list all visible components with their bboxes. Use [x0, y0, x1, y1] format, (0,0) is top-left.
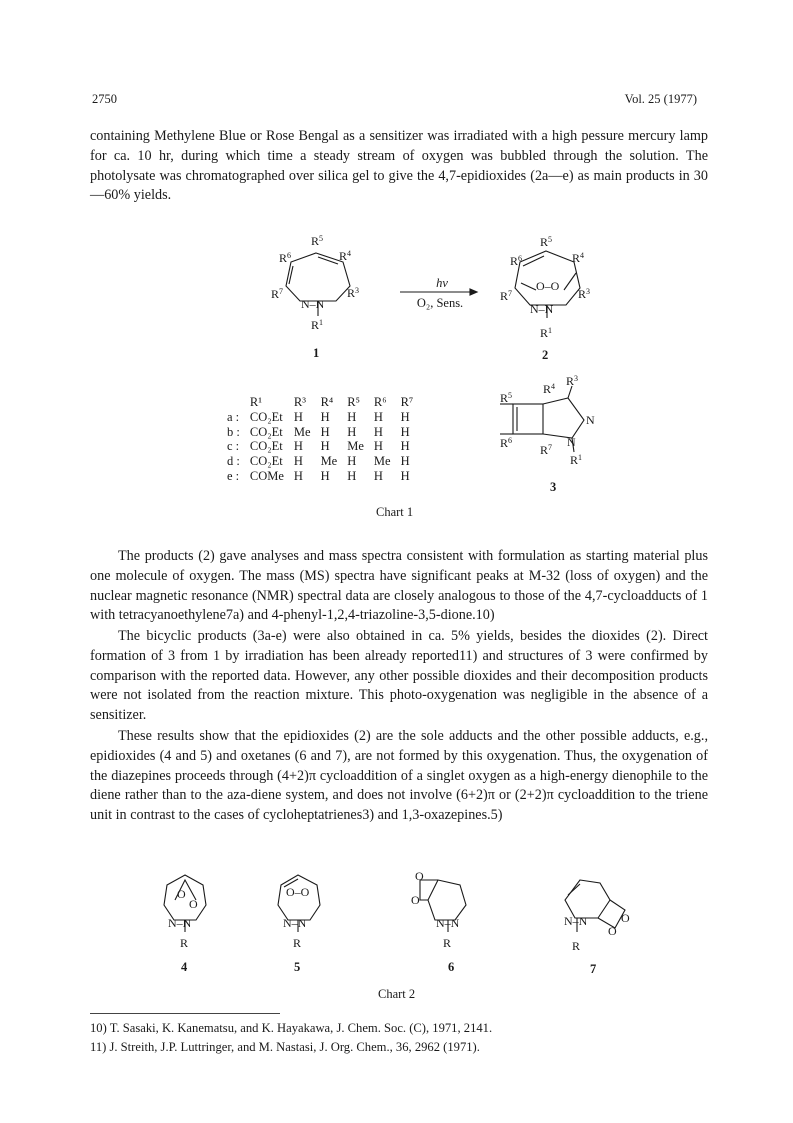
svg-text:O–O: O–O	[286, 885, 310, 899]
svg-text:R3: $R^3$	[566, 374, 579, 388]
table-cell: H	[400, 409, 410, 424]
chart-2-caption: Chart 2	[378, 987, 416, 1001]
table-cell: c :	[227, 439, 240, 454]
svg-text:R5: $R^5$	[500, 391, 513, 405]
compound-5-label: 5	[294, 960, 301, 974]
arrow-label-conditions: O₂, Sens.	[416, 296, 464, 310]
table-cell: H	[373, 409, 383, 424]
table-header: R³	[293, 395, 306, 409]
svg-text:R1: $R^1$	[540, 326, 553, 340]
paragraph-1: containing Methylene Blue or Rose Bengal as a sensitizer was irradiated with a high pessure mercury lamp for ca. 10 hr, during which time a steady stream of oxygen was bubbled through the solution. The photolysate was chromatographed over silica gel to give the 4,7-epidioxides (2a—e) as main products in 30—60% yields.	[90, 128, 708, 204]
svg-text:R7: $R^7$	[540, 443, 553, 457]
footnote-rule	[90, 1013, 280, 1014]
table-cell: CO₂Et	[249, 409, 283, 424]
table-cell: H	[320, 409, 330, 424]
footnotes	[90, 1019, 492, 1057]
table-cell: H	[400, 468, 410, 483]
table-header: R⁶	[373, 395, 387, 409]
paragraph-4-text: These results show that the epidioxides (2) are the sole adducts and the other possible adducts, e.g., epidioxides (4 and 5) and oxetanes (6 and 7), are not formed by this oxygenation. Thus, the oxygenation of the diazepines proceeds through (4+2)π cycloaddition of a singlet oxygen as a high-energy dienophile to the diene rather than to the aza-diene system, and does not involve (6+2)π or (2+2)π cycloaddition to the triene unit in contrast to the cases of cycloheptatrienes3) and 1,3-oxazepines.5)	[90, 728, 708, 824]
journal-volume: Vol. 25 (1977)	[624, 92, 697, 106]
svg-text:R: R	[443, 936, 452, 950]
compound-3-label: 3	[550, 480, 557, 494]
table-cell: b :	[227, 424, 240, 439]
table-cell: H	[373, 468, 383, 483]
svg-text:O: O	[415, 869, 424, 883]
compound-1-label: 1	[313, 346, 320, 360]
svg-text:R3: $R^3$	[578, 287, 591, 301]
table-cell: e :	[227, 468, 240, 483]
table-header: R⁷	[400, 395, 414, 409]
table-cell: H	[400, 424, 410, 439]
svg-text:R6: $R^6$	[510, 254, 523, 268]
svg-text:N–N: N–N	[436, 916, 460, 930]
page-number: 2750	[92, 92, 117, 106]
table-cell: H	[400, 454, 410, 469]
svg-text:R: R	[572, 939, 581, 953]
table-cell: CO₂Et	[249, 424, 283, 439]
compound-6-ring	[428, 880, 466, 920]
svg-text:R5: $R^5$	[311, 234, 324, 248]
svg-text:O: O	[608, 924, 617, 938]
table-cell: H	[347, 454, 357, 469]
svg-text:O: O	[189, 897, 198, 911]
table-cell: CO₂Et	[249, 454, 283, 469]
table-cell: d :	[227, 454, 240, 469]
arrow-label-hv: hν	[436, 276, 448, 290]
table-header: R⁴	[320, 395, 334, 409]
table-cell: COMe	[249, 468, 284, 483]
table-header: R⁵	[347, 395, 360, 409]
svg-text:N–N: N–N	[283, 916, 307, 930]
table-cell: Me	[373, 454, 391, 469]
svg-text:N–N: N–N	[168, 916, 192, 930]
compound-7-double-bond	[568, 884, 580, 895]
svg-text:R: R	[180, 936, 189, 950]
svg-text:R: R	[293, 936, 302, 950]
compound-7-label: 7	[590, 962, 597, 976]
svg-text:N–N: N–N	[301, 297, 325, 311]
svg-text:N: N	[567, 435, 576, 449]
svg-text:R4: $R^4$	[543, 382, 556, 396]
svg-text:R5: $R^5$	[540, 235, 553, 249]
table-cell: CO₂Et	[249, 439, 283, 454]
compound-6-label: 6	[448, 960, 455, 974]
table-cell: H	[347, 409, 357, 424]
table-cell: Me	[347, 439, 364, 454]
table-cell: H	[320, 424, 330, 439]
svg-text:R6: $R^6$	[279, 251, 292, 265]
svg-text:R1: $R^1$	[570, 453, 583, 467]
svg-text:R4: $R^4$	[572, 251, 585, 265]
svg-text:R6: $R^6$	[500, 436, 513, 450]
table-cell: H	[347, 468, 357, 483]
compound-7-ring	[565, 880, 610, 918]
svg-text:O–O: O–O	[536, 279, 560, 293]
table-cell: H	[347, 424, 357, 439]
table-cell: H	[373, 439, 383, 454]
paragraph-2-text: The products (2) gave analyses and mass spectra consistent with formulation as starting material plus one molecule of oxygen. The mass (MS) spectra have significant peaks at M-32 (loss of oxygen) and the nuclear magnetic resonance (NMR) spectral data are closely analogous to those of the 4,7-cycloadducts of 1 with tetracyanoethylene7a) and 4-phenyl-1,2,4-triazoline-3,5-dione.10)	[90, 548, 708, 624]
compound-2-label: 2	[542, 348, 549, 362]
table-cell: H	[293, 409, 303, 424]
compound-4-label: 4	[181, 960, 188, 974]
svg-text:R1: $R^1$	[311, 318, 324, 332]
table-cell: Me	[320, 454, 338, 469]
table-cell: Me	[293, 424, 311, 439]
svg-text:N–N: N–N	[530, 302, 554, 316]
svg-text:N: N	[586, 413, 595, 427]
svg-text:R4: $R^4$	[339, 249, 352, 263]
table-cell: H	[320, 439, 330, 454]
table-cell: H	[373, 424, 383, 439]
table-cell: a :	[227, 409, 240, 424]
svg-text:O: O	[411, 893, 420, 907]
table-cell: H	[320, 468, 330, 483]
svg-text:N–N: N–N	[564, 914, 588, 928]
footnote-11: 11) J. Streith, J.P. Luttringer, and M. Nastasi, J. Org. Chem., 36, 2962 (1971).	[90, 1040, 480, 1054]
svg-text:O: O	[621, 911, 630, 925]
svg-text:R7: $R^7$	[271, 287, 284, 301]
table-cell: H	[293, 454, 303, 469]
svg-text:R7: $R^7$	[500, 289, 513, 303]
table-header: R¹	[249, 395, 262, 409]
svg-text:O: O	[177, 887, 186, 901]
table-cell: H	[293, 468, 303, 483]
table-cell: H	[400, 439, 410, 454]
table-cell: H	[293, 439, 303, 454]
paragraph-3-text: The bicyclic products (3a-e) were also obtained in ca. 5% yields, besides the dioxides (2). Direct formation of 3 from 1 by irradiation has been already reported11) and structures of 3 were confirmed by comparison with the reported data. However, any other possible dioxides and their decomposition products were not isolated from the reaction mixture. This photo-oxygenation was negligible in the absence of a sensitizer.	[90, 628, 708, 724]
footnote-10: 10) T. Sasaki, K. Kanematsu, and K. Hayakawa, J. Chem. Soc. (C), 1971, 2141.	[90, 1021, 493, 1035]
svg-text:R3: $R^3$	[347, 286, 360, 300]
chart-1-caption: Chart 1	[376, 505, 414, 519]
